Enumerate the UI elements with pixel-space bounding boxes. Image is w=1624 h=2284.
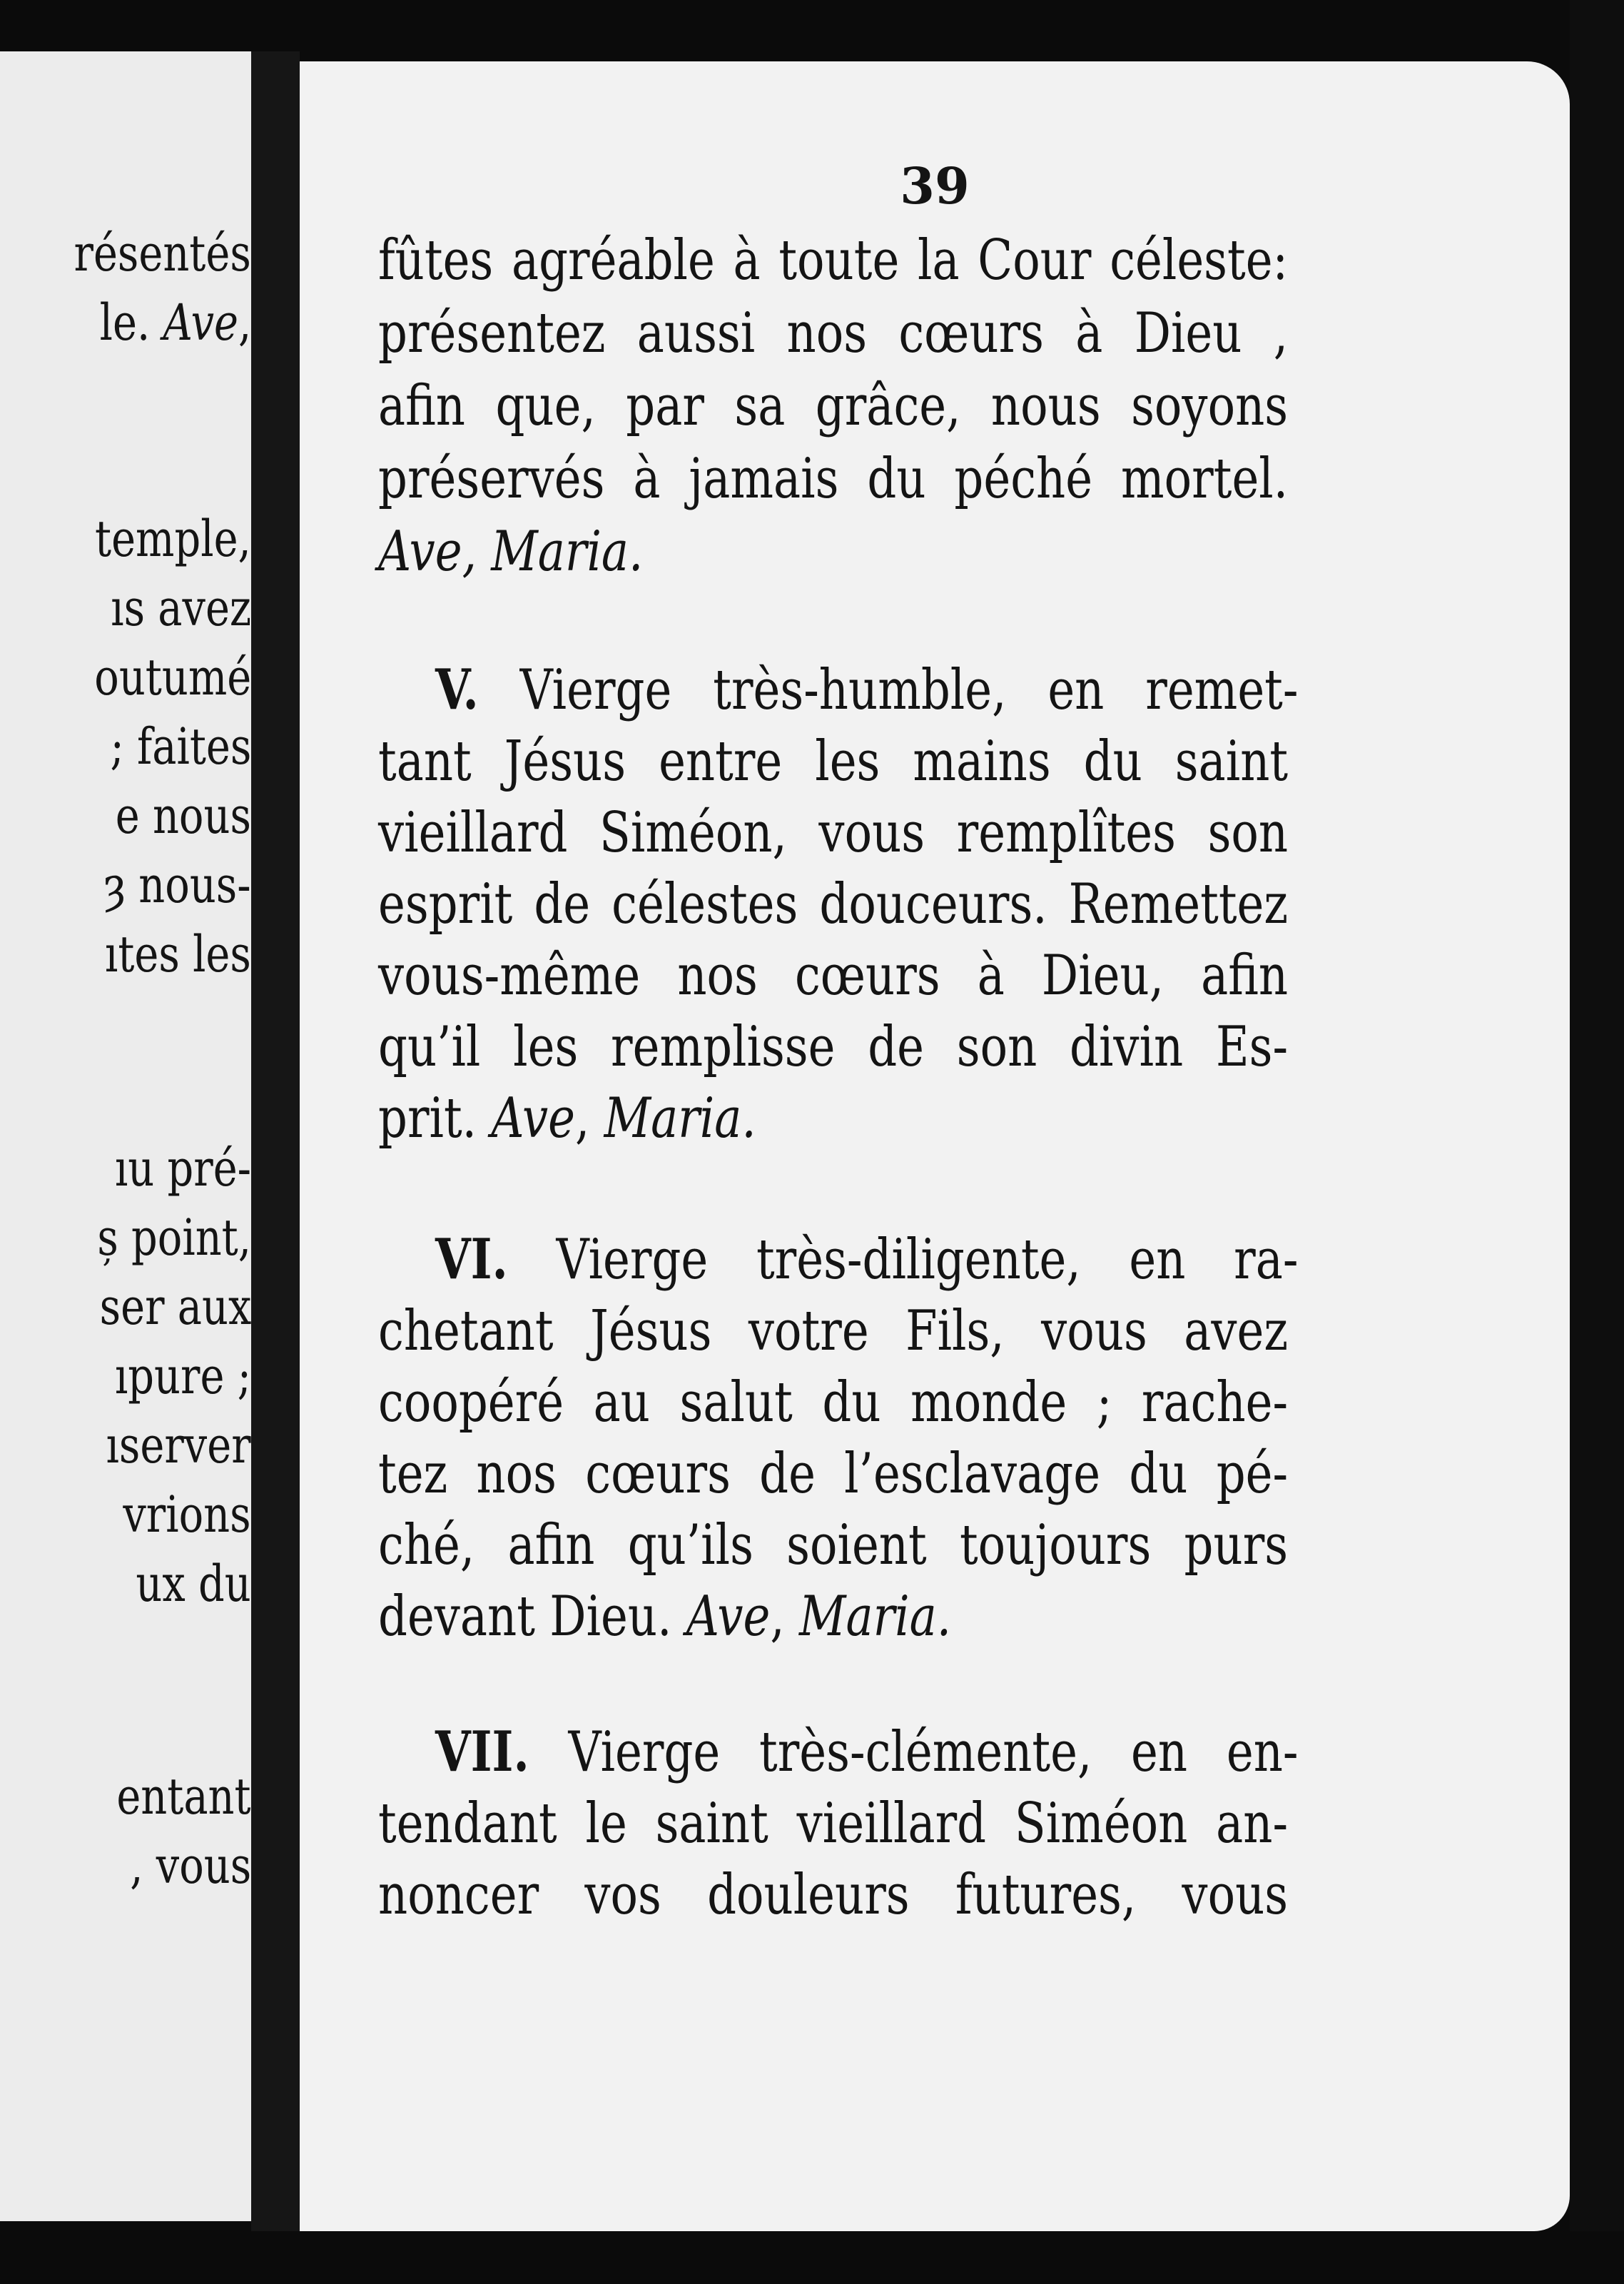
text-line: vous-même nos cœurs à Dieu, afin (378, 944, 1289, 1008)
left-line: résentés (73, 224, 251, 283)
text-line: tendant le saint vieillard Siméon an- (378, 1792, 1289, 1856)
left-line: ıs avez (111, 579, 251, 637)
text-line: vieillard Siméon, vous remplîtes son (378, 801, 1289, 865)
text-line: prit. Ave, Maria. (378, 1086, 756, 1151)
text-line: chetant Jésus votre Fils, vous avez (378, 1299, 1289, 1363)
paragraph-vii-first-line: VII. Vierge très-clémente, en en- (435, 1719, 1299, 1784)
left-line: le. Ave, (99, 293, 251, 352)
text-line: qu’il les remplisse de son divin Es- (378, 1015, 1289, 1079)
text-line: esprit de célestes douceurs. Remettez (378, 872, 1289, 936)
left-line: ; faites (110, 717, 251, 776)
previous-page-fragment (0, 51, 251, 2221)
left-line: , vous (130, 1836, 251, 1895)
left-line: temple, (95, 510, 251, 568)
left-line: ıtes les (105, 925, 251, 984)
text-line: afin que, par sa grâce, nous soyons (378, 374, 1289, 438)
text-line: Ave, Maria. (378, 520, 644, 584)
scan-border-bottom (0, 2231, 1624, 2284)
text-line: coopéré au salut du monde ; rache- (378, 1370, 1289, 1435)
left-line: ıu pré- (114, 1139, 251, 1198)
page-number: 39 (900, 156, 970, 216)
text-line: tez nos cœurs de l’esclavage du pé- (378, 1442, 1289, 1506)
left-line: ș point, (97, 1208, 251, 1267)
text-line: tant Jésus entre les mains du saint (378, 729, 1289, 794)
left-line: e nous (115, 787, 251, 845)
left-line: ser aux (99, 1278, 251, 1336)
left-line: vrions (123, 1485, 251, 1544)
left-line: ıserver (106, 1416, 251, 1475)
text-line: ché, afin qu’ils soient toujours purs (378, 1513, 1289, 1577)
left-line: ȝ nous- (104, 856, 251, 914)
left-line: entant (116, 1767, 251, 1826)
text-line: présentez aussi nos cœurs à Dieu , (378, 301, 1289, 365)
left-line: ıpure ; (114, 1347, 251, 1405)
left-line: outumé (94, 648, 251, 707)
text-line: préservés à jamais du péché mortel. (378, 447, 1289, 511)
text-line: fûtes agréable à toute la Cour céleste: (378, 228, 1289, 293)
left-line: ux du (136, 1555, 251, 1613)
current-page (300, 61, 1570, 2231)
text-line: devant Dieu. Ave, Maria. (378, 1585, 952, 1649)
paragraph-vi-first-line: VI. Vierge très-diligente, en ra- (435, 1227, 1299, 1292)
paragraph-v-first-line: V. Vierge très-humble, en remet- (435, 657, 1299, 722)
text-line: noncer vos douleurs futures, vous (378, 1863, 1289, 1927)
scan-border-right (1570, 0, 1624, 2284)
book-gutter (251, 51, 300, 2241)
